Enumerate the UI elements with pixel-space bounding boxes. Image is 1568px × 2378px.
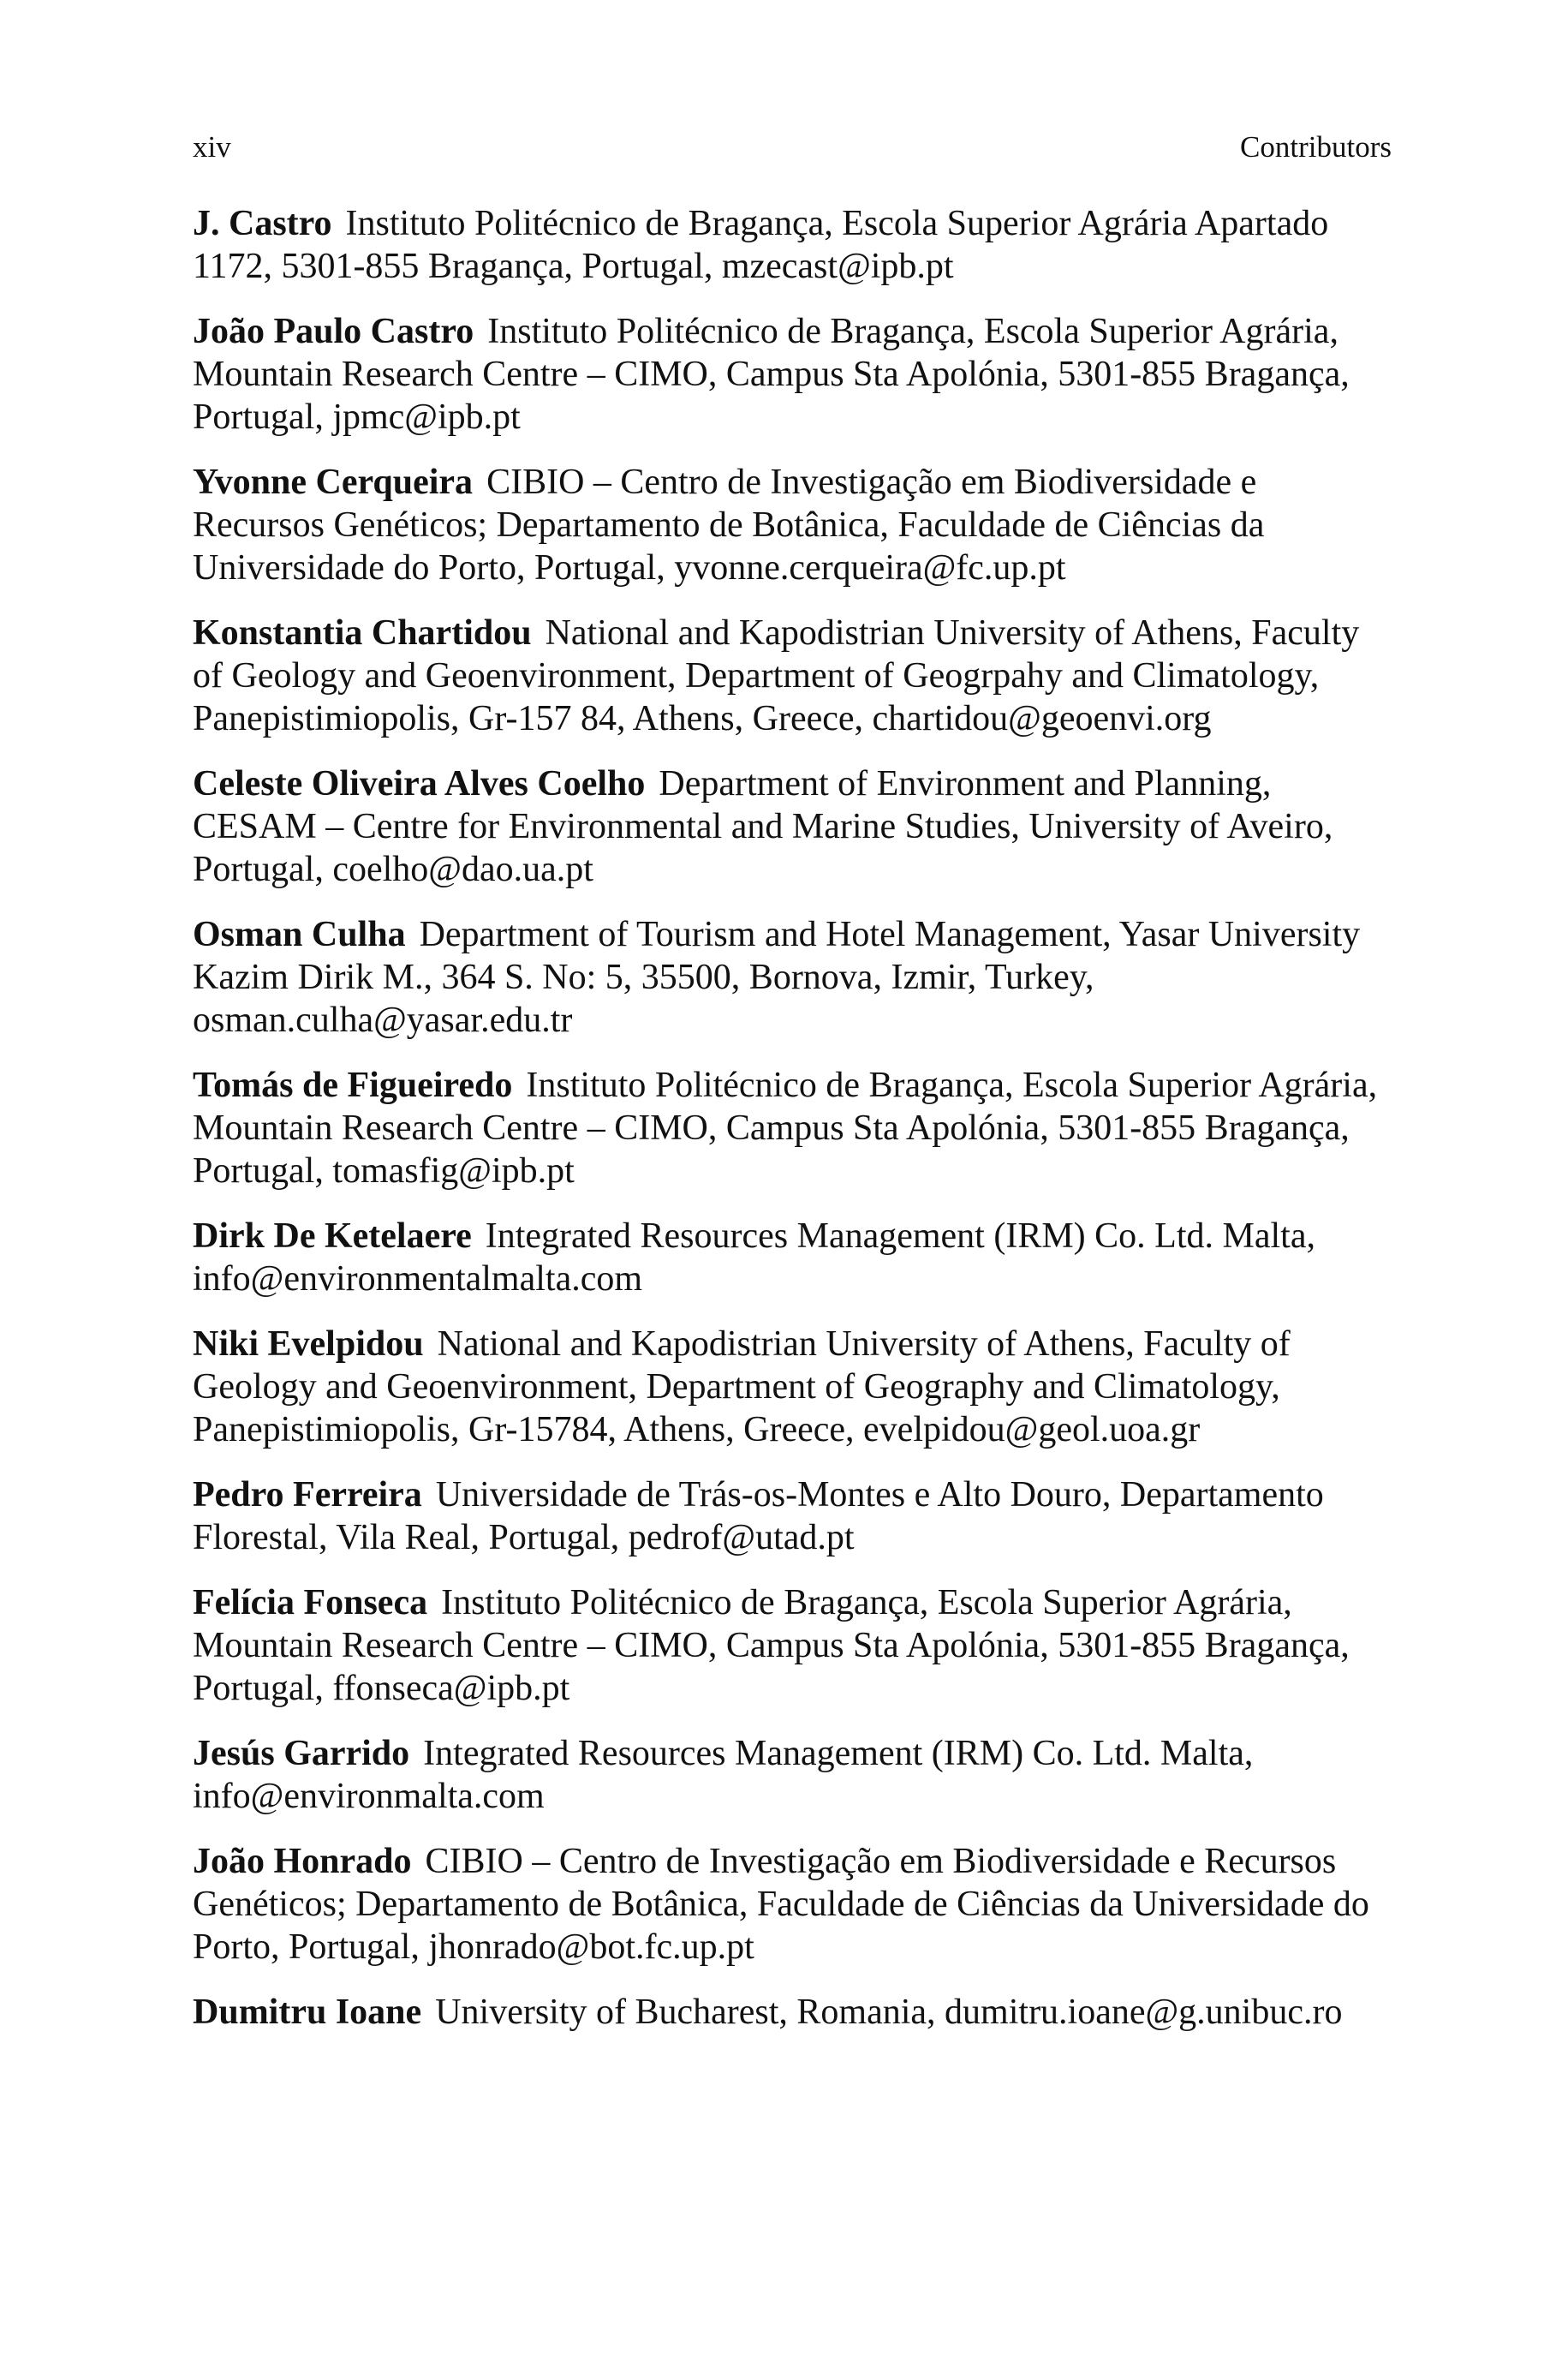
contributor-entry: [193, 913, 1387, 1042]
contributor-name: Celeste Oliveira Alves Coelho: [193, 764, 646, 804]
contributor-entry: [193, 1581, 1387, 1710]
running-header: [193, 120, 1392, 171]
contributor-name: Yvonne Cerqueira: [193, 463, 474, 502]
contributor-entry: [193, 612, 1387, 740]
contributor-entry: [193, 1732, 1387, 1818]
contributor-affiliation: CIBIO – Centro de Investigação em Biodiversidade e Recursos Genéticos; Departamento de Botânica, Faculdade de Ciências da Universidade do Porto, Portugal, yvonne.cerqueira@fc.up.pt: [193, 463, 1265, 588]
contributor-affiliation: Instituto Politécnico de Bragança, Escola Superior Agrária, Mountain Research Centre – CIMO, Campus Sta Apolónia, 5301-855 Bragança, Portugal, ffonseca@ipb.pt: [193, 1583, 1350, 1708]
contributor-affiliation: Instituto Politécnico de Bragança, Escola Superior Agrária, Mountain Research Centre – CIMO, Campus Sta Apolónia, 5301-855 Bragança, Portugal, tomasfig@ipb.pt: [193, 1066, 1378, 1191]
contributor-name: Konstantia Chartidou: [193, 613, 532, 653]
contributor-entry: [193, 1064, 1387, 1192]
contributor-affiliation: Instituto Politécnico de Bragança, Escola Superior Agrária Apartado 1172, 5301-855 Bragança, Portugal, mzecast@ipb.pt: [193, 204, 1329, 286]
contributor-name: Jesús Garrido: [193, 1734, 410, 1773]
contributor-name: João Honrado: [193, 1842, 412, 1881]
contributor-name: J. Castro: [193, 204, 332, 243]
contributor-affiliation: CIBIO – Centro de Investigação em Biodiversidade e Recursos Genéticos; Departamento de Botânica, Faculdade de Ciências da Universidade do Porto, Portugal, jhonrado@bot.fc.up.pt: [193, 1842, 1369, 1967]
contributor-entry: [193, 1991, 1387, 2034]
contributor-affiliation: Department of Environment and Planning, CESAM – Centre for Environmental and Marine Studies, University of Aveiro, Portugal, coelho@dao.ua.pt: [193, 764, 1333, 889]
contributor-entry: [193, 1215, 1387, 1300]
contributor-name: Dumitru Ioane: [193, 1993, 422, 2032]
contributor-affiliation: Universidade de Trás-os-Montes e Alto Douro, Departamento Florestal, Vila Real, Portugal, pedrof@utad.pt: [193, 1475, 1324, 1557]
contributor-entry: [193, 202, 1387, 288]
contributor-entry: [193, 1840, 1387, 1969]
contributor-entry: [193, 461, 1387, 589]
contributor-affiliation: Instituto Politécnico de Bragança, Escola Superior Agrária, Mountain Research Centre – CIMO, Campus Sta Apolónia, 5301-855 Bragança, Portugal, jpmc@ipb.pt: [193, 312, 1350, 437]
contributor-entry: [193, 1473, 1387, 1559]
contributor-name: Pedro Ferreira: [193, 1475, 422, 1515]
contributor-list: [193, 202, 1392, 2034]
contributor-name: João Paulo Castro: [193, 312, 474, 351]
contributor-name: Osman Culha: [193, 915, 406, 954]
contributor-affiliation: National and Kapodistrian University of Athens, Faculty of Geology and Geoenvironment, Department of Geography and Climatology, Panepistimiopolis, Gr-15784, Athens, Greece, evelpidou@geol.uoa.gr: [193, 1324, 1291, 1449]
contributor-entry: [193, 310, 1387, 439]
page-number: xiv: [193, 130, 231, 164]
contributor-entry: [193, 762, 1387, 891]
contributor-affiliation: Integrated Resources Management (IRM) Co. Ltd. Malta, info@environmalta.com: [193, 1734, 1254, 1816]
contributor-name: Dirk De Ketelaere: [193, 1216, 472, 1256]
contributor-name: Tomás de Figueiredo: [193, 1066, 513, 1105]
contributor-name: Felícia Fonseca: [193, 1583, 428, 1622]
contributor-name: Niki Evelpidou: [193, 1324, 424, 1364]
section-title: Contributors: [1240, 130, 1392, 164]
contributor-affiliation: National and Kapodistrian University of Athens, Faculty of Geology and Geoenvironment, Department of Geogrpahy and Climatology, Panepistimiopolis, Gr-157 84, Athens, Greece, chartidou@geoenvi.org: [193, 613, 1360, 738]
contributor-affiliation: University of Bucharest, Romania, dumitru.ioane@g.unibuc.ro: [435, 1993, 1343, 2032]
document-page: [193, 120, 1392, 2056]
contributor-affiliation: Integrated Resources Management (IRM) Co. Ltd. Malta, info@environmentalmalta.com: [193, 1216, 1315, 1299]
contributor-entry: [193, 1323, 1387, 1451]
contributor-affiliation: Department of Tourism and Hotel Management, Yasar University Kazim Dirik M., 364 S. No: 5, 35500, Bornova, Izmir, Turkey, osman.culha@yasar.edu.tr: [193, 915, 1361, 1040]
